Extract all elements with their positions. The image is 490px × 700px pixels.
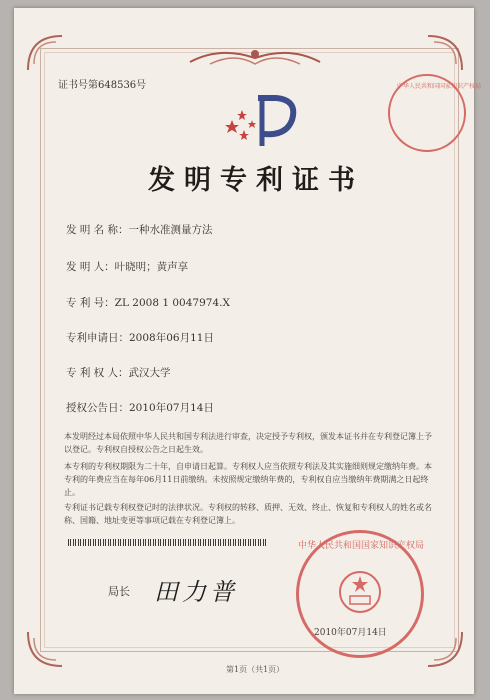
paragraph-register: 专利证书记载专利权登记时的法律状况。专利权的转移、质押、无效、终止、恢复和专利权人的姓名或名称、国籍、地址变更等事项记载在专利登记簿上。	[64, 503, 432, 525]
page-title: 发明专利证书	[148, 165, 364, 196]
invention-name: 发 明 名 称：一种水准测量方法	[66, 224, 213, 236]
patentee: 专 利 权 人：武汉大学	[66, 367, 171, 379]
corner-ornament-top-right	[424, 32, 466, 74]
certificate-number: 证书号第648536号	[58, 80, 147, 91]
director-signature: 田力普	[154, 578, 238, 606]
director-label: 局长	[108, 585, 130, 598]
barcode	[68, 539, 268, 546]
seal-date: 2010年07月14日	[314, 628, 387, 638]
top-ornament	[180, 44, 330, 68]
grant-date: 授权公告日：2010年07月14日	[66, 402, 214, 414]
small-seal-text: 中华人民共和国国家知识产权局	[397, 83, 482, 90]
paragraph-grant: 本发明经过本局依照中华人民共和国专利法进行审查，决定授予专利权，颁发本证书并在专利登记簿上予以登记。专利权自授权公告之日起生效。	[64, 432, 432, 454]
corner-ornament-top-left	[24, 32, 66, 74]
national-emblem-icon	[336, 568, 384, 616]
certificate-page	[14, 8, 482, 694]
filing-date: 专利申请日：2008年06月11日	[66, 332, 214, 344]
patent-office-logo-icon	[218, 90, 308, 150]
corner-ornament-bottom-left	[24, 628, 66, 670]
page-number: 第1页（共1页）	[226, 665, 285, 674]
corner-ornament-bottom-right	[424, 628, 466, 670]
paragraph-term: 本专利的专利权期限为二十年，自申请日起算。专利权人应当依照专利法及其实施细则规定缴纳年费。本专利的年费应当在每年06月11日前缴纳。未按照规定缴纳年费的，专利权自应当缴纳年费期满之日起终止。	[64, 462, 432, 497]
seal-text: 中华人民共和国国家知识产权局	[298, 541, 425, 551]
inventors: 发 明 人：叶晓明；黄声享	[66, 261, 189, 273]
patent-number: 专 利 号：ZL 2008 1 0047974.X	[66, 297, 230, 309]
